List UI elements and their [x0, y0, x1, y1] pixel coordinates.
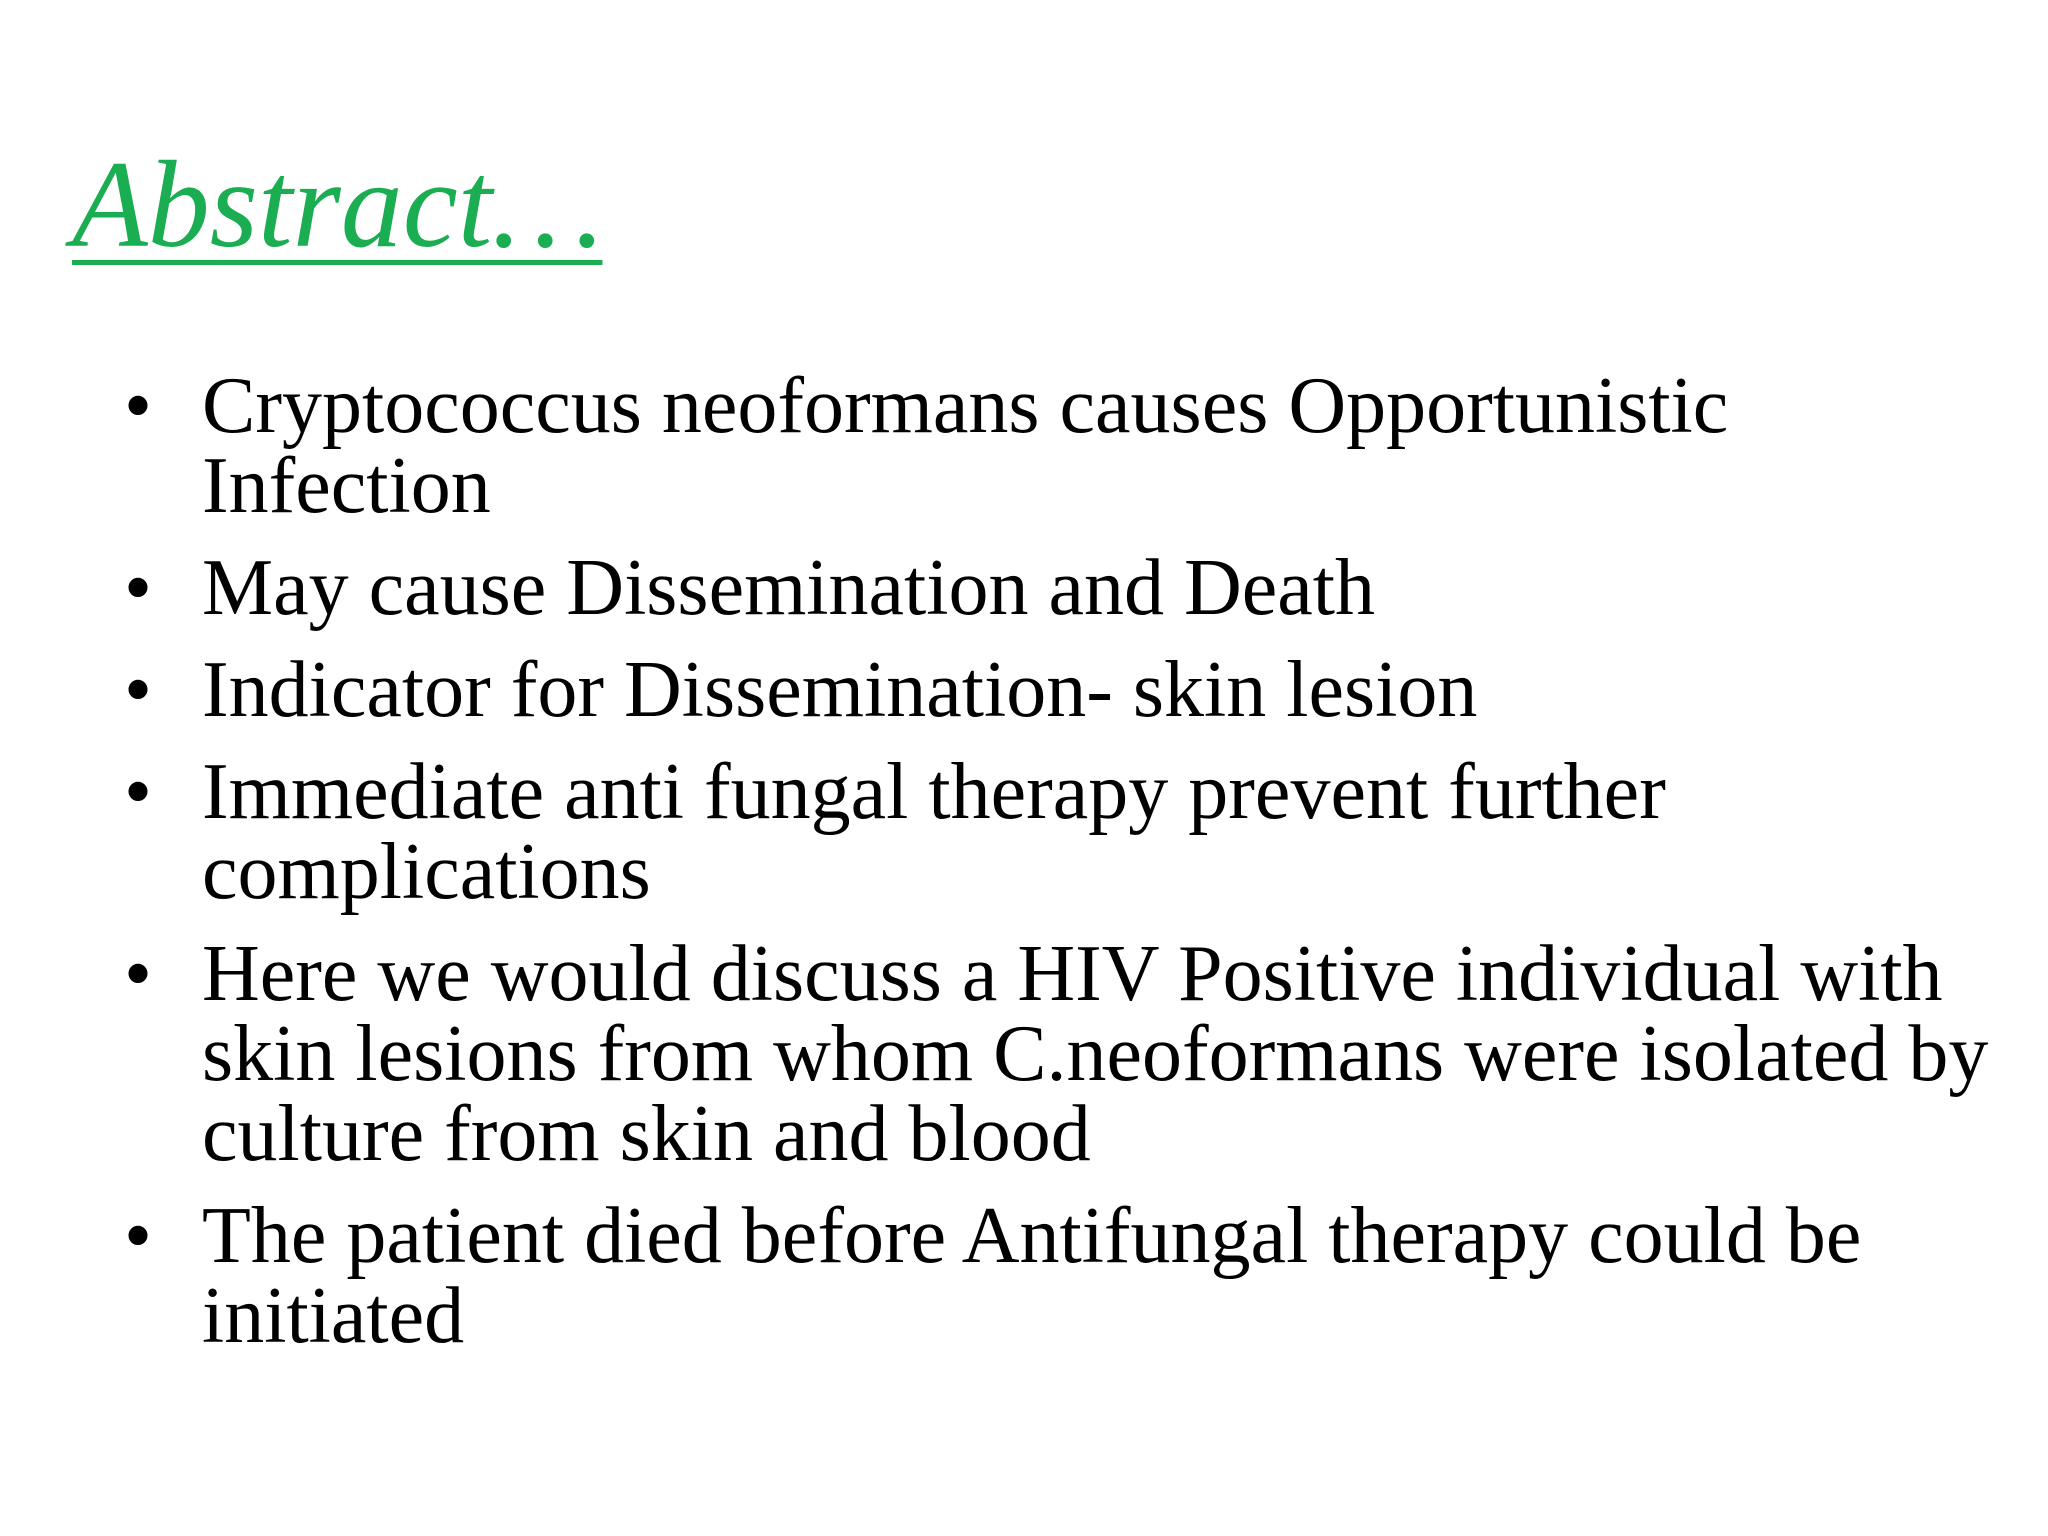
bullet-item	[116, 544, 1996, 632]
bullet-dot-icon: •	[124, 362, 153, 450]
bullet-text: May cause Dissemination and Death	[202, 544, 1376, 632]
bullet-text: Cryptococcus neoformans causes Opportunistic Infection	[202, 362, 1729, 530]
bullet-dot-icon: •	[124, 1192, 153, 1280]
bullet-item	[116, 646, 1996, 734]
bullet-list	[116, 362, 1996, 1378]
bullet-text: Indicator for Dissemination- skin lesion	[202, 646, 1478, 734]
slide-title: Abstract…	[72, 136, 603, 273]
bullet-item	[116, 748, 1996, 916]
bullet-text: Immediate anti fungal therapy prevent further complications	[202, 748, 1666, 916]
bullet-text: Here we would discuss a HIV Positive individual with skin lesions from whom C.neoformans were isolated by culture from skin and blood	[202, 930, 1989, 1178]
bullet-item	[116, 362, 1996, 530]
bullet-item	[116, 930, 1996, 1178]
bullet-item	[116, 1192, 1996, 1360]
bullet-dot-icon: •	[124, 930, 153, 1018]
bullet-dot-icon: •	[124, 748, 153, 836]
bullet-text: The patient died before Antifungal therapy could be initiated	[202, 1192, 1862, 1360]
bullet-dot-icon: •	[124, 544, 153, 632]
bullet-dot-icon: •	[124, 646, 153, 734]
